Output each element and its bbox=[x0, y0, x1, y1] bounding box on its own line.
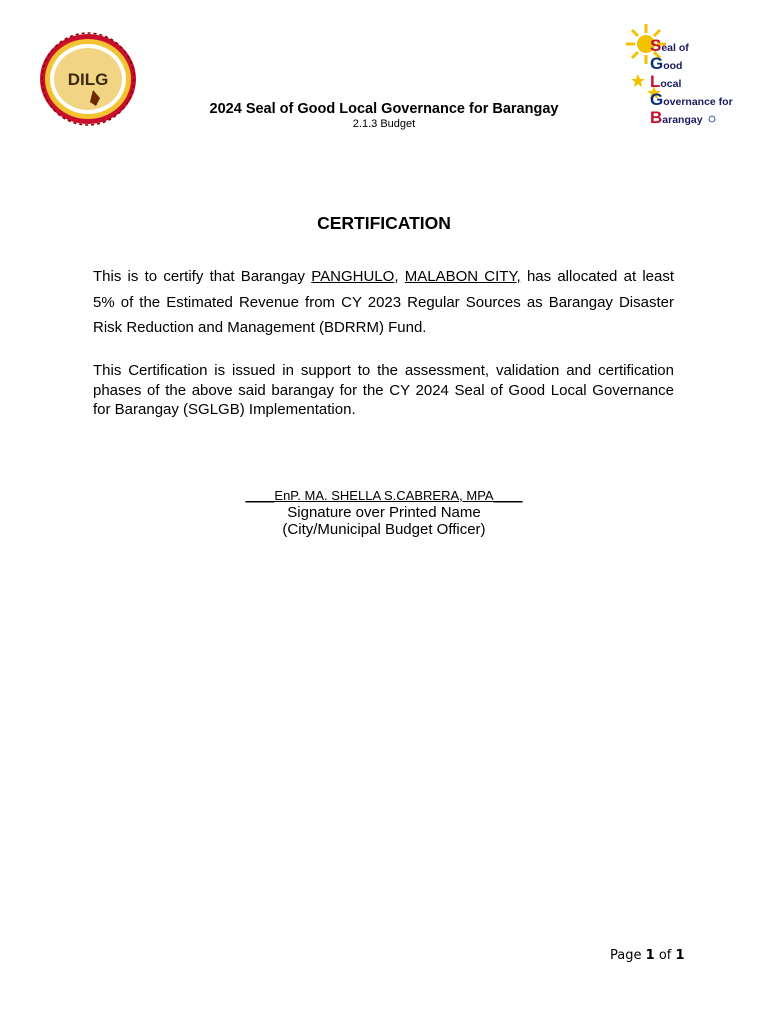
certification-paragraph-1: This is to certify that Barangay PANGHULO, MALABON CITY, has allocated at least 5% of the Estimated Revenue from CY 2023 Regular Sources as Barangay Disaster Risk Reduction and Management (BDRRM) Fund. bbox=[93, 268, 675, 336]
signature-caption bbox=[0, 505, 768, 538]
signature-caption-line-1: Signature over Printed Name bbox=[287, 504, 481, 521]
sglgb-line-2: Good bbox=[650, 54, 683, 73]
sglgb-line-3: Local bbox=[650, 72, 682, 91]
sglgb-line-5: Barangay bbox=[650, 108, 703, 127]
certification-paragraph-2: This Certification is issued in support to the assessment, validation and certification phases of the above said barangay for the CY 2024 Seal of Good Local Governance for Barangay (SGLGB) Implementation. bbox=[93, 362, 674, 418]
city-name: MALABON CITY, bbox=[404, 268, 521, 285]
sglgb-line-1: Seal of bbox=[650, 36, 689, 55]
document-header-title: 2024 Seal of Good Local Governance for Barangay bbox=[209, 101, 559, 117]
signature-line: ____EnP. MA. SHELLA S.CABRERA, MPA____ bbox=[245, 488, 523, 503]
certification-title: CERTIFICATION bbox=[317, 213, 451, 233]
barangay-name: PANGHULO bbox=[311, 268, 395, 285]
page-number: Page 1 of 1 bbox=[610, 948, 685, 963]
signatory-name: EnP. MA. SHELLA S.CABRERA, MPA bbox=[274, 488, 494, 503]
signature-caption-line-2: (City/Municipal Budget Officer) bbox=[282, 520, 486, 538]
sglgb-line-4: Governance for bbox=[650, 90, 733, 109]
document-header-subtitle: 2.1.3 Budget bbox=[352, 118, 416, 130]
dilg-logo-text: DILG bbox=[67, 70, 109, 89]
